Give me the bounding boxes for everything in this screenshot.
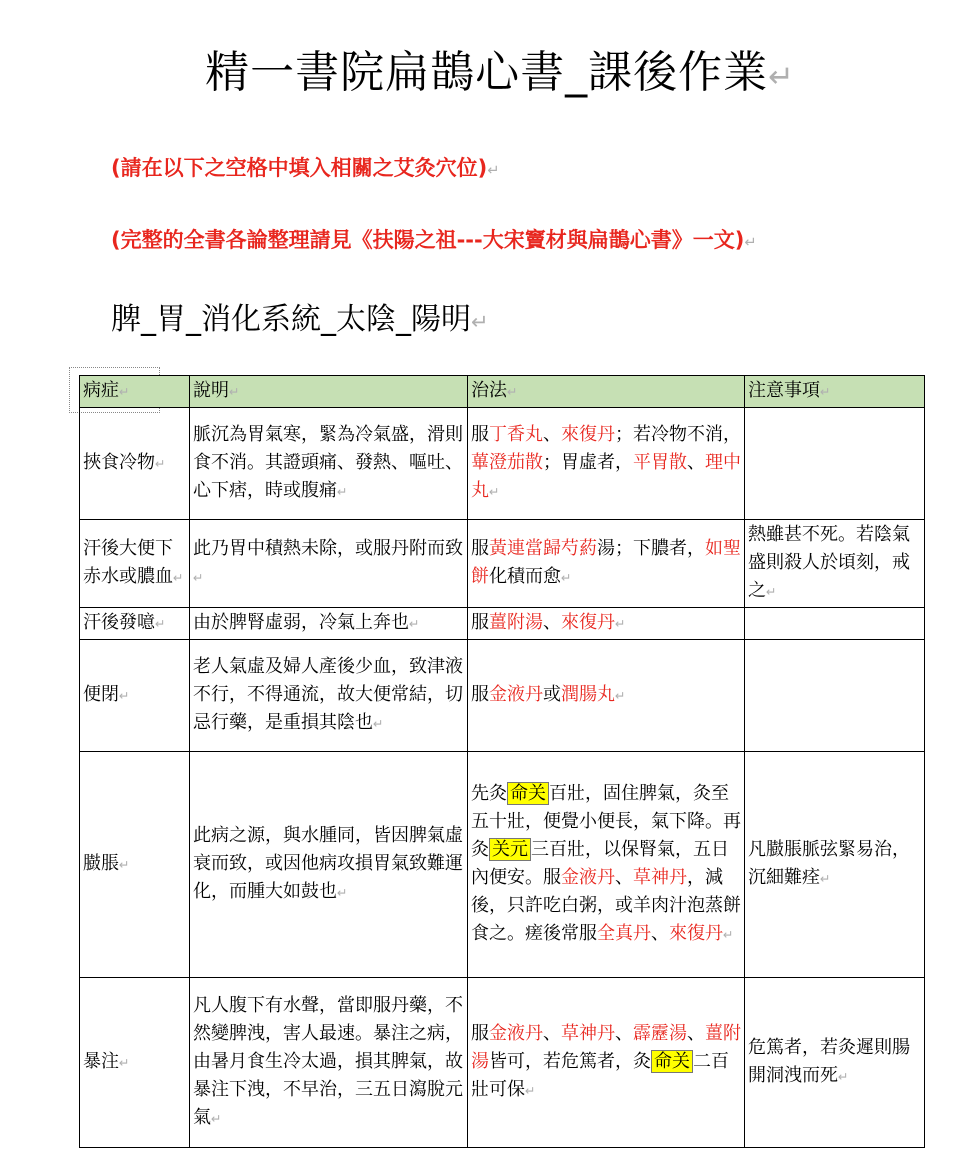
disease-cell: 挾食冷物↵ [80, 408, 190, 520]
remedy-name: 全真丹 [597, 923, 651, 944]
acupoint-highlight: 命关 [651, 1050, 693, 1073]
treatment-text: 、 [543, 1023, 561, 1044]
return-mark-icon: ↵ [768, 59, 795, 95]
remedy-name: 潤腸丸 [561, 684, 615, 705]
treatment-text: 、 [687, 452, 705, 473]
table-row [80, 520, 925, 608]
description-cell: 此病之源，與水腫同，皆因脾氣虛衰而致，或因他病攻損胃氣致難運化，而腫大如鼓也↵ [190, 752, 468, 978]
table-row [80, 608, 925, 640]
treatment-text: 、 [543, 424, 561, 445]
remedy-name: 來復丹 [561, 612, 615, 633]
remedy-name: 金液丹 [561, 867, 615, 888]
description-cell: 由於脾腎虛弱，冷氣上奔也↵ [190, 608, 468, 640]
treatment-text: 、 [651, 923, 669, 944]
treatment-table [79, 375, 925, 1148]
remedy-name: 平胃散 [633, 452, 687, 473]
remedy-name: 金液丹 [489, 1023, 543, 1044]
remedy-name: 蓽澄茄散 [471, 452, 543, 473]
treatment-text: ，減後，只許吃白粥，或羊肉汁泡蒸餅食之。瘥後常服 [471, 867, 741, 944]
treatment-text: ；若冷物不消， [615, 424, 741, 445]
description-cell: 此乃胃中積熱未除，或服丹附而致↵ [190, 520, 468, 608]
treatment-cell: 服黃連當歸芍葯湯；下膿者，如聖餅化積而愈↵ [468, 520, 745, 608]
remedy-name: 薑附湯 [489, 612, 543, 633]
description-cell: 脈沉為胃氣寒，緊為冷氣盛，滑則食不消。其證頭痛、發熱、嘔吐、心下痞，時或腹痛↵ [190, 408, 468, 520]
treatment-text: 先灸 [471, 783, 507, 804]
treatment-text: 或 [543, 684, 561, 705]
notes-cell [745, 640, 925, 752]
description-cell: 老人氣虛及婦人產後少血，致津液不行，不得通流，故大便常結，切忌行藥，是重損其陰也↵ [190, 640, 468, 752]
treatment-text: 服 [471, 538, 489, 559]
section-subtitle: 脾_胃_消化系統_太陰_陽明↵ [111, 302, 489, 337]
treatment-text: 、 [615, 1023, 633, 1044]
treatment-cell: 先灸 命关 百壯，固住脾氣，灸至五十壯，便覺小便長，氣下降。再灸 关元 三百壯，以保腎氣，五日內便安。服金液丹、草神丹，減後，只許吃白粥，或羊肉汁泡蒸餅食之。瘥後常服全真丹、來復丹↵ [468, 752, 745, 978]
notes-cell: 凡臌脹脈弦緊易治，沉細難痊↵ [745, 752, 925, 978]
treatment-cell: 服金液丹或潤腸丸↵ [468, 640, 745, 752]
notes-cell: 危篤者，若灸遲則腸開洞洩而死↵ [745, 978, 925, 1148]
treatment-cell: 服丁香丸、來復丹；若冷物不消，蓽澄茄散；胃虛者，平胃散、理中丸↵ [468, 408, 745, 520]
remedy-name: 霹靂湯 [633, 1023, 687, 1044]
remedy-name: 黃連當歸芍葯 [489, 538, 597, 559]
treatment-text: 服 [471, 684, 489, 705]
remedy-name: 來復丹 [561, 424, 615, 445]
disease-cell: 暴注↵ [80, 978, 190, 1148]
treatment-text: 服 [471, 1023, 489, 1044]
treatment-text: 化積而愈 [489, 566, 561, 587]
header-cell-notes: 注意事項↵ [745, 376, 925, 408]
treatment-cell: 服金液丹、草神丹、霹靂湯、薑附湯皆可，若危篤者，灸 命关 二百壯可保↵ [468, 978, 745, 1148]
disease-cell: 汗後發噫↵ [80, 608, 190, 640]
treatment-text: 、 [543, 612, 561, 633]
reference-note: (完整的全書各論整理請見《扶陽之祖---大宋竇材與扁鵲心書》一文)↵ [111, 228, 757, 252]
remedy-name: 來復丹 [669, 923, 723, 944]
treatment-text: 三百壯，以保腎氣，五日內便安。服 [471, 839, 729, 888]
remedy-name: 金液丹 [489, 684, 543, 705]
header-cell-treatment: 治法↵ [468, 376, 745, 408]
treatment-text: 百壯，固住脾氣，灸至五十壯，便覺小便長，氣下降。再灸 [471, 783, 741, 860]
remedy-name: 丁香丸 [489, 424, 543, 445]
treatment-text: 皆可，若危篤者，灸 [489, 1051, 651, 1072]
treatment-text: ；胃虛者， [543, 452, 633, 473]
table-row [80, 978, 925, 1148]
treatment-text: 服 [471, 424, 489, 445]
treatment-text: 湯；下膿者， [597, 538, 705, 559]
table-row [80, 752, 925, 978]
instruction-note: (請在以下之空格中填入相關之艾灸穴位)↵ [111, 156, 500, 180]
header-cell-disease: 病症↵ [80, 376, 190, 408]
disease-cell: 便閉↵ [80, 640, 190, 752]
remedy-name: 草神丹 [561, 1023, 615, 1044]
description-cell: 凡人腹下有水聲，當即服丹藥，不然變脾洩，害人最速。暴注之病，由暑月食生冷太過，損其脾氣，故暴注下洩，不早治，三五日瀉脫元氣↵ [190, 978, 468, 1148]
treatment-text: 服 [471, 612, 489, 633]
table-row [80, 408, 925, 520]
notes-cell [745, 408, 925, 520]
notes-cell [745, 608, 925, 640]
remedy-name: 如聖餅 [471, 538, 741, 587]
header-cell-description: 說明↵ [190, 376, 468, 408]
table-header-row [80, 376, 925, 408]
table-row [80, 640, 925, 752]
acupoint-highlight: 关元 [489, 838, 531, 861]
remedy-name: 理中丸 [471, 452, 741, 501]
page-title: 精一書院扁鵲心書_課後作業↵ [205, 47, 795, 98]
treatment-cell: 服薑附湯、來復丹↵ [468, 608, 745, 640]
treatment-text: 、 [615, 867, 633, 888]
notes-cell: 熱雖甚不死。若陰氣盛則殺人於頃刻，戒之↵ [745, 520, 925, 608]
remedy-name: 薑附湯 [471, 1023, 741, 1072]
disease-cell: 臌脹↵ [80, 752, 190, 978]
treatment-text: 、 [687, 1023, 705, 1044]
treatment-text: 二百壯可保 [471, 1051, 729, 1100]
remedy-name: 草神丹 [633, 867, 687, 888]
disease-cell: 汗後大便下赤水或膿血↵ [80, 520, 190, 608]
acupoint-highlight: 命关 [507, 782, 549, 805]
